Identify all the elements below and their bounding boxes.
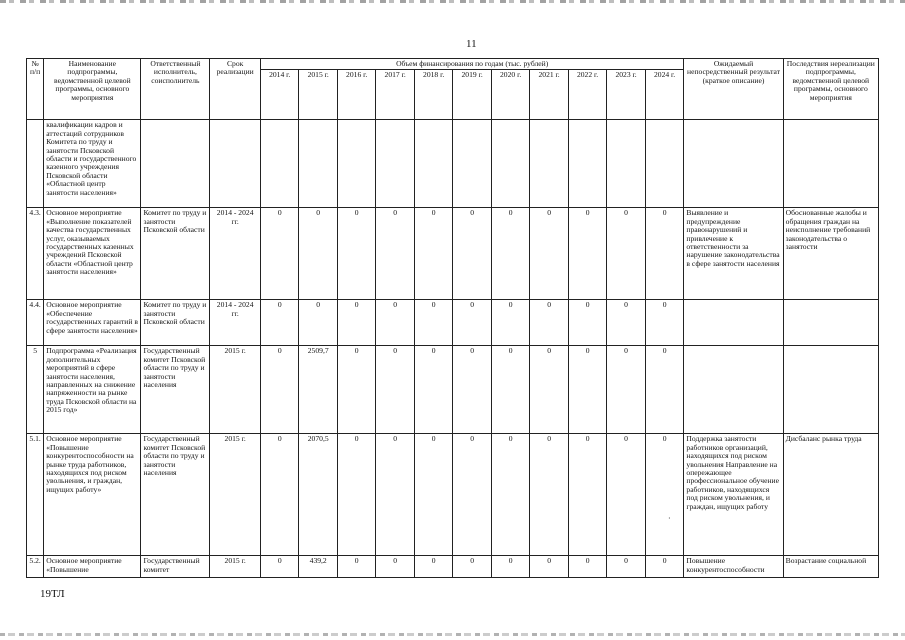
row-value: 0 <box>607 556 645 578</box>
row-consequences: Дисбаланс рынка труда <box>783 434 878 556</box>
row-name: Основное мероприятие «Повышение конкурентоспособности на рынке труда работников, находящихся под риском увольнения, и граждан, ищущих работу» <box>44 434 141 556</box>
table-row <box>27 300 879 346</box>
row-value: 0 <box>568 208 606 300</box>
row-value <box>414 120 452 208</box>
header-year: 2014 г. <box>260 70 298 120</box>
footer-code: 19ТЛ <box>40 588 65 600</box>
row-value: 0 <box>491 346 529 434</box>
row-consequences <box>783 120 878 208</box>
row-value: 439,2 <box>299 556 337 578</box>
header-year: 2021 г. <box>530 70 568 120</box>
row-value: 0 <box>337 208 375 300</box>
table-row <box>27 556 879 578</box>
row-value: 0 <box>607 300 645 346</box>
row-num: 4.4. <box>27 300 44 346</box>
header-year: 2023 г. <box>607 70 645 120</box>
row-expected <box>684 346 783 434</box>
row-value: 0 <box>568 300 606 346</box>
table-row <box>27 120 879 208</box>
row-consequences <box>783 300 878 346</box>
row-responsible: Государственный комитет Псковской области по труду и занятости населения <box>141 346 210 434</box>
header-funding: Объем финансирования по годам (тыс. рублей) <box>260 59 683 70</box>
table-row <box>27 434 879 556</box>
header-year: 2022 г. <box>568 70 606 120</box>
financing-table <box>26 58 879 578</box>
row-consequences <box>783 346 878 434</box>
header-year: 2024 г. <box>645 70 684 120</box>
row-value: 0 <box>645 208 684 300</box>
row-value: 0 <box>530 556 568 578</box>
row-value: 0 <box>414 346 452 434</box>
row-value: 0 <box>414 556 452 578</box>
row-value <box>491 120 529 208</box>
row-value: 0 <box>530 434 568 556</box>
row-value: 0 <box>645 300 684 346</box>
table-row <box>27 208 879 300</box>
row-value <box>530 120 568 208</box>
row-num <box>27 120 44 208</box>
row-value: 0 <box>645 434 684 556</box>
row-value: 0 <box>491 300 529 346</box>
row-responsible: Комитет по труду и занятости Псковской области <box>141 300 210 346</box>
row-period: 2014 - 2024 гг. <box>210 300 261 346</box>
row-value: 0 <box>337 556 375 578</box>
row-value: 0 <box>299 208 337 300</box>
row-value: 0 <box>453 346 491 434</box>
row-value: 0 <box>530 346 568 434</box>
row-expected: Выявление и предупреждение правонарушений и привлечение к ответственности за нарушение законодательства в сфере занятости населения <box>684 208 783 300</box>
row-num: 5.1. <box>27 434 44 556</box>
scan-edge-top <box>0 0 905 3</box>
header-num: № п/п <box>27 59 44 120</box>
row-value: 0 <box>568 346 606 434</box>
row-value: 0 <box>260 346 298 434</box>
row-value: 2070,5 <box>299 434 337 556</box>
header-year: 2019 г. <box>453 70 491 120</box>
page-number: 11 <box>466 38 477 50</box>
row-value: 0 <box>260 556 298 578</box>
row-consequences: Обоснованные жалобы и обращения граждан на неисполнение требований законодательства о занятости <box>783 208 878 300</box>
row-value: 0 <box>376 208 414 300</box>
row-responsible: Комитет по труду и занятости Псковской области <box>141 208 210 300</box>
row-value <box>645 120 684 208</box>
scan-edge-bottom <box>0 633 905 636</box>
row-value: 0 <box>337 434 375 556</box>
row-num: 4.3. <box>27 208 44 300</box>
row-value: 0 <box>376 556 414 578</box>
header-consequences: Последствия нереализации подпрограммы, ведомственной целевой программы, основного мероприятия <box>783 59 878 120</box>
header-expected: Ожидаемый непосредственный результат (краткое описание) <box>684 59 783 120</box>
row-name: Основное мероприятие «Повышение <box>44 556 141 578</box>
row-value: 0 <box>453 434 491 556</box>
row-value: 0 <box>645 556 684 578</box>
header-year: 2016 г. <box>337 70 375 120</box>
row-value: 0 <box>645 346 684 434</box>
row-value: 0 <box>568 434 606 556</box>
row-value: 0 <box>414 434 452 556</box>
header-year: 2020 г. <box>491 70 529 120</box>
row-name: Подпрограмма «Реализация дополнительных мероприятий в сфере занятости населения, направленных на снижение напряженности на рынке труда Псковской области на 2015 год» <box>44 346 141 434</box>
row-value: 0 <box>337 300 375 346</box>
row-expected: Повышение конкурентоспособности <box>684 556 783 578</box>
row-value: 0 <box>376 434 414 556</box>
row-period: 2014 - 2024 гг. <box>210 208 261 300</box>
row-expected <box>684 120 783 208</box>
row-value: 0 <box>568 556 606 578</box>
scan-speck: · <box>668 514 671 523</box>
row-value <box>568 120 606 208</box>
row-responsible: Государственный комитет <box>141 556 210 578</box>
row-value: 0 <box>453 556 491 578</box>
header-responsible: Ответственный исполнитель, соисполнитель <box>141 59 210 120</box>
row-value: 0 <box>376 346 414 434</box>
row-expected <box>684 300 783 346</box>
row-period: 2015 г. <box>210 556 261 578</box>
row-value: 0 <box>260 300 298 346</box>
row-name: квалификации кадров и аттестаций сотрудников Комитета по труду и занятости Псковской области и государственного казенного учреждения Псковской области «Областной центр занятости населения» <box>44 120 141 208</box>
row-value: 0 <box>414 300 452 346</box>
row-value: 0 <box>607 346 645 434</box>
table-row <box>27 346 879 434</box>
row-consequences: Возрастание социальной <box>783 556 878 578</box>
row-responsible: Государственный комитет Псковской области по труду и занятости населения <box>141 434 210 556</box>
row-name: Основное мероприятие «Обеспечение государственных гарантий в сфере занятости населения» <box>44 300 141 346</box>
row-value: 0 <box>260 208 298 300</box>
row-period: 2015 г. <box>210 346 261 434</box>
row-value: 0 <box>453 300 491 346</box>
row-expected: Поддержка занятости работников организаций, находящихся под риском увольнения Направление на опережающее профессиональное обучение работников, находящихся под риском увольнения, и граждан, ищущих работу <box>684 434 783 556</box>
row-period <box>210 120 261 208</box>
row-value <box>337 120 375 208</box>
header-name: Наименование подпрограммы, ведомственной целевой программы, основного мероприятия <box>44 59 141 120</box>
row-value <box>299 120 337 208</box>
row-value: 0 <box>491 434 529 556</box>
row-value: 0 <box>260 434 298 556</box>
row-value <box>376 120 414 208</box>
row-value: 0 <box>530 300 568 346</box>
header-year: 2017 г. <box>376 70 414 120</box>
row-num: 5.2. <box>27 556 44 578</box>
row-value: 0 <box>376 300 414 346</box>
row-value: 0 <box>607 434 645 556</box>
row-value: 0 <box>530 208 568 300</box>
row-period: 2015 г. <box>210 434 261 556</box>
row-value: 0 <box>491 556 529 578</box>
header-year: 2015 г. <box>299 70 337 120</box>
row-value: 0 <box>491 208 529 300</box>
row-name: Основное мероприятие «Выполнение показателей качества государственных услуг, оказываемых государственных казенных учреждений Псковской области «Областной центр занятости населения» <box>44 208 141 300</box>
header-year: 2018 г. <box>414 70 452 120</box>
header-period: Срок реализации <box>210 59 261 120</box>
row-value <box>453 120 491 208</box>
row-value: 0 <box>414 208 452 300</box>
row-value: 0 <box>299 300 337 346</box>
row-responsible <box>141 120 210 208</box>
row-value <box>260 120 298 208</box>
row-value: 0 <box>607 208 645 300</box>
row-value: 2509,7 <box>299 346 337 434</box>
row-value: 0 <box>453 208 491 300</box>
row-value <box>607 120 645 208</box>
row-num: 5 <box>27 346 44 434</box>
row-value: 0 <box>337 346 375 434</box>
